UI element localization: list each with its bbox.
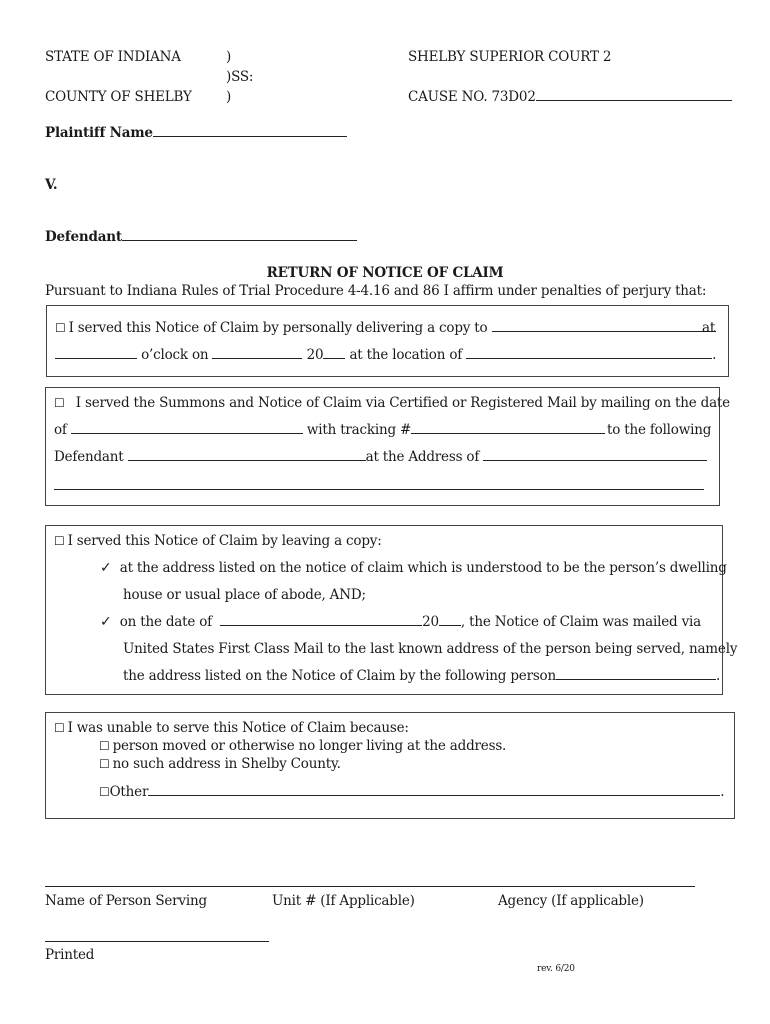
other-reason-field[interactable] (148, 783, 720, 796)
defendant-line (45, 228, 357, 246)
section4-text-a: I was unable to serve this Notice of Claim because: (67, 720, 409, 736)
cause-number (408, 88, 732, 106)
date-field[interactable] (212, 346, 302, 359)
section3-item2-line3 (123, 667, 720, 685)
section3-item2 (100, 613, 701, 631)
ss-label: )SS: (226, 69, 254, 85)
mailing-date-field[interactable] (71, 421, 303, 434)
cause-number-field[interactable] (536, 88, 732, 101)
printed-label: Printed (45, 947, 95, 963)
section1-text-a: I served this Notice of Claim by personally delivering a copy to (68, 320, 488, 336)
section3-item2-e: the address listed on the Notice of Claim by the following person (123, 668, 556, 684)
section3-item2-c: , the Notice of Claim was mailed via (460, 614, 701, 630)
plaintiff-name-field[interactable] (153, 124, 347, 137)
section3-item2-d: United States First Class Mail to the last known address of the person being served, namely (123, 641, 738, 657)
option-other-label: Other (109, 784, 149, 800)
state-label: STATE OF INDIANA (45, 49, 181, 65)
section2-text-a: I served the Summons and Notice of Claim via Certified or Registered Mail by mailing on the date (75, 395, 730, 411)
versus-label: V. (45, 177, 58, 193)
paren-top: ) (226, 49, 232, 65)
intro-text: Pursuant to Indiana Rules of Trial Procedure 4-4.16 and 86 I affirm under penalties of perjury that: (45, 283, 707, 299)
section1-text-c: o’clock on (141, 347, 209, 363)
section1-at: at (702, 320, 716, 336)
section1-text-e: at the location of (349, 347, 463, 363)
section2-text-c: with tracking # (306, 422, 412, 438)
section3-item1-a: at the address listed on the notice of claim which is understood to be the person’s dwelling (119, 560, 727, 576)
defendant-name-field[interactable] (122, 228, 357, 241)
unit-label: Unit # (If Applicable) (272, 893, 415, 909)
section3-item2-f: . (715, 668, 721, 684)
section2-line1 (54, 394, 730, 412)
following-person-field[interactable] (556, 667, 716, 680)
section1-line2 (55, 346, 716, 364)
year-field[interactable] (323, 346, 345, 359)
moved-checkbox[interactable]: ☐ (99, 739, 110, 753)
section-leaving-copy (45, 525, 738, 695)
paren-bottom: ) (226, 89, 232, 105)
time-field[interactable] (55, 346, 137, 359)
section2-text-e: Defendant (54, 449, 124, 465)
section-certified-mail (45, 387, 730, 506)
address-continuation-field[interactable] (54, 489, 704, 490)
plaintiff-line (45, 124, 347, 142)
signature-line[interactable] (45, 886, 695, 887)
section-unable-to-serve (45, 712, 735, 819)
section1-text-d: 20 (306, 347, 324, 363)
section3-item2-a: on the date of (119, 614, 212, 630)
section2-to-following: to the following (607, 422, 712, 438)
defendant-mail-field[interactable] (128, 448, 366, 461)
option-moved (99, 737, 506, 755)
certified-mail-checkbox[interactable]: ☐ (54, 396, 65, 410)
form-title: RETURN OF NOTICE OF CLAIM (266, 265, 504, 281)
option-moved-label: person moved or otherwise no longer living at the address. (112, 738, 507, 754)
county-label: COUNTY OF SHELBY (45, 89, 192, 105)
section3-item1 (100, 559, 727, 577)
personal-delivery-checkbox[interactable]: ☐ (55, 321, 66, 335)
agency-label: Agency (If applicable) (498, 893, 644, 909)
section1-text-f: . (712, 347, 717, 363)
section4-line1 (54, 719, 409, 737)
location-field[interactable] (466, 346, 712, 359)
unable-to-serve-checkbox[interactable]: ☐ (54, 721, 65, 735)
plaintiff-label: Plaintiff Name (45, 125, 153, 141)
printed-name-line[interactable] (45, 941, 269, 942)
section2-line3 (54, 448, 707, 466)
section4-end: . (720, 784, 725, 800)
option-no-address (99, 755, 341, 773)
leaving-copy-checkbox[interactable]: ☐ (54, 534, 65, 548)
no-address-checkbox[interactable]: ☐ (99, 757, 110, 771)
court-name: SHELBY SUPERIOR COURT 2 (408, 49, 612, 65)
section2-line2 (54, 421, 605, 439)
section3-item2-b: 20 (422, 614, 439, 630)
section3-line1 (54, 532, 382, 550)
section1-line1 (55, 319, 716, 337)
option-no-address-label: no such address in Shelby County. (112, 756, 341, 772)
section3-item1-b: house or usual place of abode, AND; (123, 587, 366, 603)
leave-year-field[interactable] (439, 613, 461, 626)
option-other (99, 783, 724, 801)
section2-text-b: of (54, 422, 67, 438)
section3-text-a: I served this Notice of Claim by leaving a copy: (67, 533, 382, 549)
check-icon: ✓ (100, 614, 112, 630)
section2-text-f: at the Address of (365, 449, 480, 465)
other-checkbox[interactable]: ☐ (99, 785, 110, 799)
address-field[interactable] (483, 448, 707, 461)
defendant-label: Defendant (45, 229, 122, 245)
section-personal-delivery (46, 305, 729, 377)
tracking-number-field[interactable] (411, 421, 605, 434)
leave-date-field[interactable] (220, 613, 422, 626)
name-of-person-serving-label: Name of Person Serving (45, 893, 207, 909)
recipient-field[interactable] (492, 319, 716, 332)
revision-label: rev. 6/20 (537, 964, 575, 974)
cause-label: CAUSE NO. 73D02 (408, 89, 536, 105)
check-icon: ✓ (100, 560, 112, 576)
